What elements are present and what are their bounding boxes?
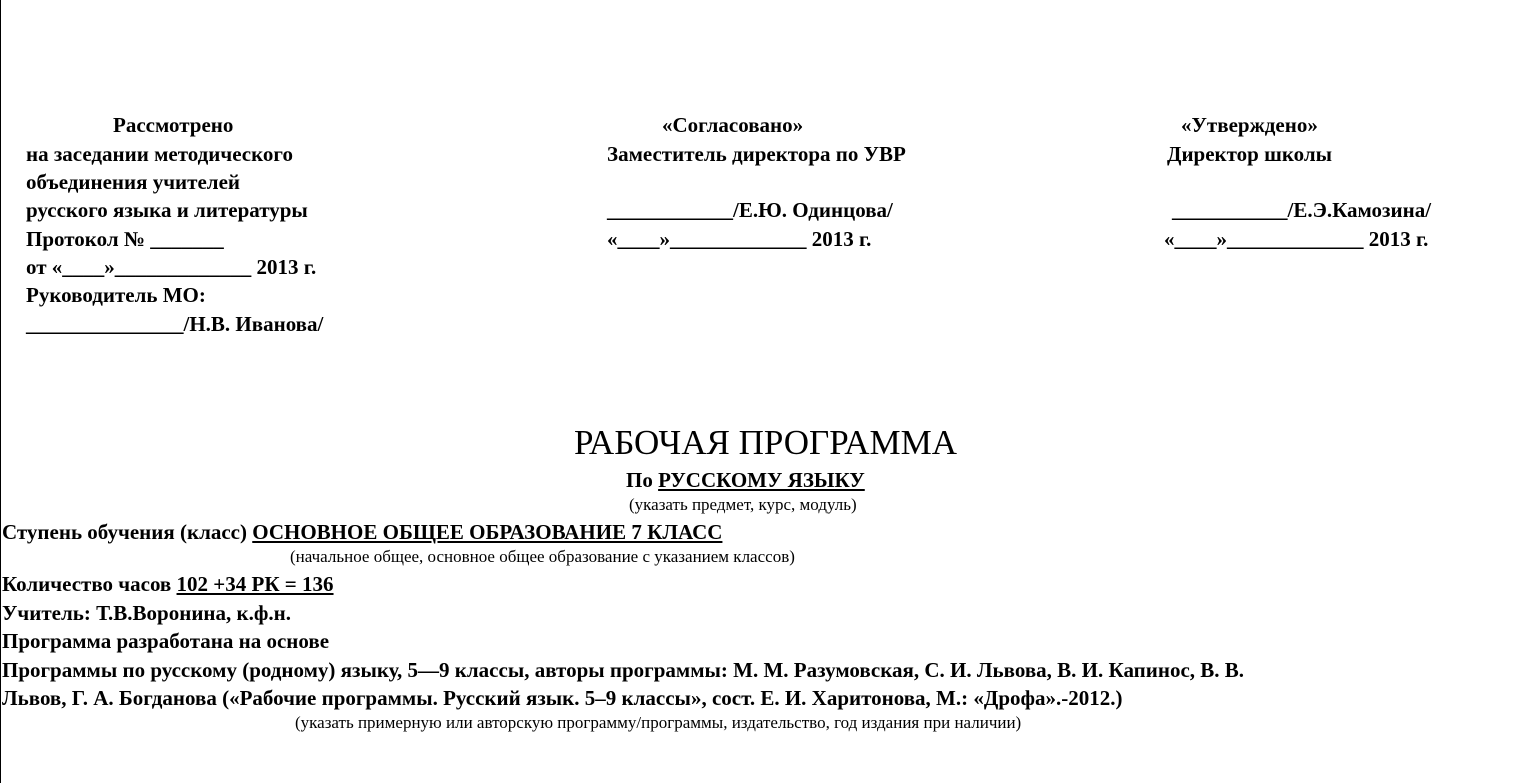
program-subject-line (626, 466, 865, 494)
approval-left-heading: Рассмотрено (113, 113, 234, 137)
program-hours-label: Количество часов (2, 572, 177, 596)
approval-middle-heading: «Согласовано» (662, 113, 804, 137)
program-basis-hint: (указать примерную или авторскую программу/программы, издательство, год издания при наличии) (295, 713, 1022, 732)
program-basis-line1: Программы по русскому (родному) языку, 5—9 классы, авторы программы: М. М. Разумовская, С. И. Львова, В. И. Капинос, В. В. (2, 658, 1245, 682)
approval-right-date: «____»_____________ 2013 г. (1164, 227, 1429, 251)
approval-left-line1: на заседании методического (26, 142, 293, 166)
program-hours-value: 102 +34 РК = 136 (176, 572, 334, 596)
approval-left-line3: русского языка и литературы (26, 198, 308, 222)
program-subject-hint: (указать предмет, курс, модуль) (629, 495, 857, 514)
program-hours-line (2, 570, 334, 598)
program-basis-label: Программа разработана на основе (2, 629, 330, 653)
program-teacher: Учитель: Т.В.Воронина, к.ф.н. (2, 601, 291, 625)
approval-left-line2: объединения учителей (26, 170, 240, 194)
program-subject-prefix: По (626, 468, 659, 492)
approval-right-heading: «Утверждено» (1181, 113, 1318, 137)
approval-middle-role: Заместитель директора по УВР (607, 142, 906, 166)
program-level-line (2, 518, 722, 546)
program-title: РАБОЧАЯ ПРОГРАММА (573, 423, 958, 462)
program-level-hint: (начальное общее, основное общее образование с указанием классов) (290, 547, 795, 566)
approval-middle-date: «____»_____________ 2013 г. (607, 227, 872, 251)
approval-left-date: от «____»_____________ 2013 г. (26, 255, 317, 279)
program-basis-line2: Львов, Г. А. Богданова («Рабочие программы. Русский язык. 5–9 классы», сост. Е. И. Харитонова, М.: «Дрофа».-2012.) (2, 686, 1123, 710)
approval-left-signature: _______________/Н.В. Иванова/ (26, 312, 324, 336)
approval-left-head-role: Руководитель МО: (26, 283, 206, 307)
approval-right-signature: ___________/Е.Э.Камозина/ (1172, 198, 1432, 222)
page-edge (0, 0, 1, 783)
program-subject: РУССКОМУ ЯЗЫКУ (658, 468, 865, 492)
approval-middle-signature: ____________/Е.Ю. Одинцова/ (607, 198, 893, 222)
program-level-value: ОСНОВНОЕ ОБЩЕЕ ОБРАЗОВАНИЕ 7 КЛАСС (252, 520, 723, 544)
program-level-label: Ступень обучения (класс) (2, 520, 253, 544)
approval-left-protocol: Протокол № _______ (26, 227, 224, 251)
approval-right-role: Директор школы (1167, 142, 1333, 166)
